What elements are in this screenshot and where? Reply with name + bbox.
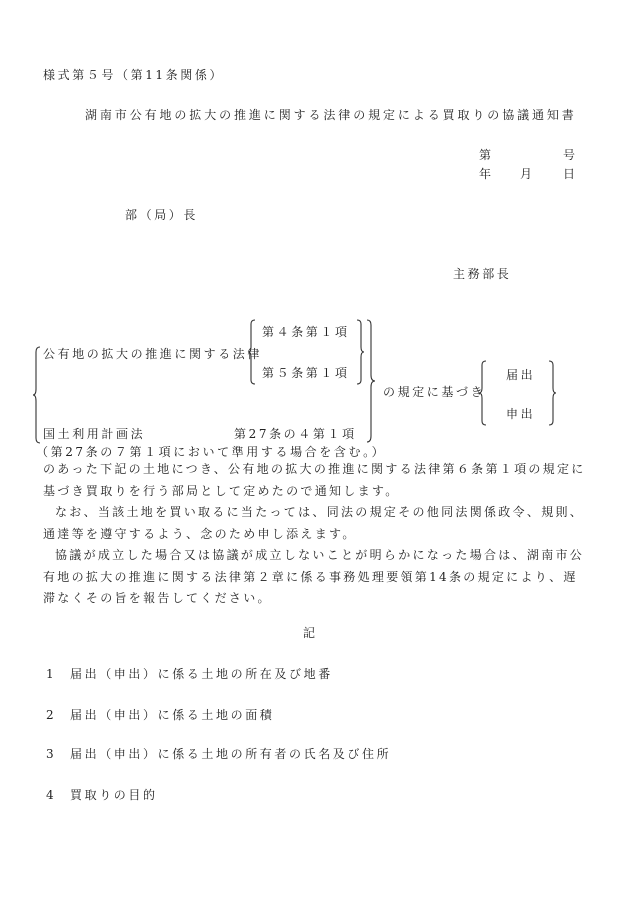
- type-moushide: 申出: [506, 407, 536, 421]
- form-label: 様式第５号（第11条関係）: [43, 68, 225, 82]
- item-number: 2: [46, 708, 57, 722]
- date-day: 日: [563, 167, 576, 181]
- right-brace-outer-icon: [365, 319, 377, 443]
- document-title: 湖南市公有地の拡大の推進に関する法律の規定による買取りの協議通知書: [85, 108, 577, 122]
- date-month: 月: [520, 167, 533, 181]
- based-on-text: の規定に基づき: [383, 385, 486, 399]
- left-brace-articles-icon: [247, 319, 257, 385]
- doc-number-prefix: 第: [479, 148, 492, 162]
- doc-number-suffix: 号: [563, 148, 576, 162]
- body-text: [43, 459, 588, 610]
- body-paragraph-3: 協議が成立した場合又は協議が成立しないことが明らかになった場合は、湖南市公有地の拡大の推進に関する法律第２章に係る事務処理要領第14条の規定により、遅滞なくその旨を報告してください。: [43, 548, 585, 605]
- law1-article-2: 第５条第１項: [262, 366, 350, 380]
- list-item: [46, 747, 392, 761]
- law2-article: 第27条の４第１項: [234, 427, 357, 441]
- body-paragraph-1: のあった下記の土地につき、公有地の拡大の推進に関する法律第６条第１項の規定に基づき買取りを行う部局として定めたので通知します。: [43, 462, 586, 498]
- ki-heading: 記: [303, 626, 316, 640]
- right-brace-types-icon: [547, 360, 557, 426]
- item-number: 3: [46, 747, 57, 761]
- date-year: 年: [479, 167, 492, 181]
- item-number: 1: [46, 667, 57, 681]
- item-text: 買取りの目的: [70, 788, 158, 802]
- item-number: 4: [46, 788, 57, 802]
- list-item: [46, 667, 333, 681]
- inclusion-note: （第27条の７第１項において準用する場合を含む。）: [36, 445, 387, 459]
- body-paragraph-2: なお、当該土地を買い取るに当たっては、同法の規定その他同法関係政令、規則、通達等を遵守するよう、念のため申し添えます。: [43, 505, 585, 541]
- item-text: 届出（申出）に係る土地の面積: [70, 708, 275, 722]
- law1-article-1: 第４条第１項: [262, 325, 350, 339]
- item-text: 届出（申出）に係る土地の所有者の氏名及び住所: [70, 747, 392, 761]
- list-item: [46, 788, 158, 802]
- left-brace-outer-icon: [32, 346, 42, 444]
- item-text: 届出（申出）に係る土地の所在及び地番: [70, 667, 333, 681]
- law2-name: 国土利用計画法: [43, 427, 146, 441]
- law1-name: 公有地の拡大の推進に関する法律: [43, 347, 263, 361]
- addressee: 部（局）長: [125, 208, 199, 222]
- sender: 主務部長: [453, 267, 512, 281]
- left-brace-types-icon: [478, 360, 488, 426]
- right-brace-articles-icon: [355, 319, 365, 385]
- list-item: [46, 708, 275, 722]
- type-todokede: 届出: [506, 368, 536, 382]
